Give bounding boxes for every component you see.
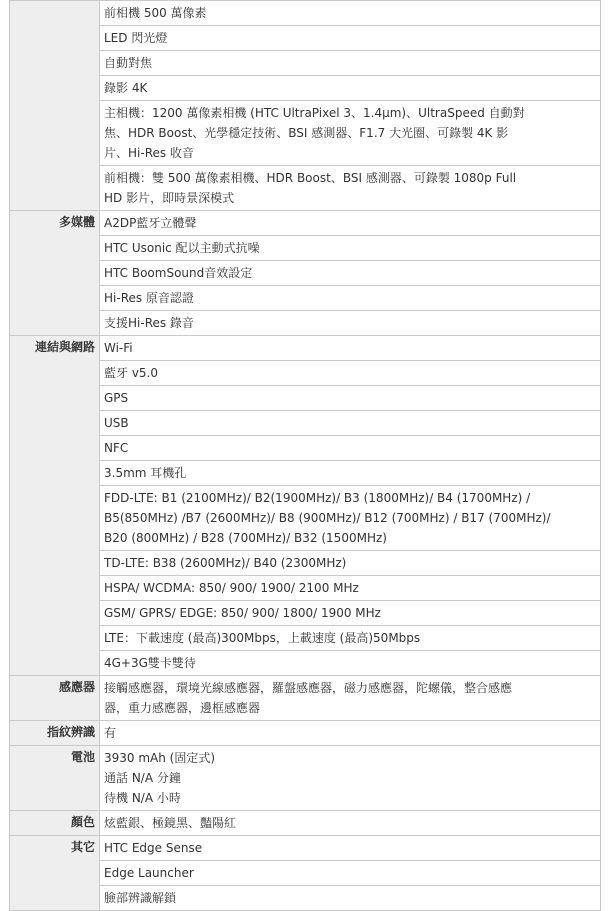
spec-value-row (100, 721, 600, 745)
battery-values (100, 746, 601, 811)
spec-value-row (100, 26, 600, 51)
spec-value-row (100, 51, 600, 76)
spec-value-line: 錄影 4K (104, 81, 148, 95)
spec-value-row (100, 436, 600, 461)
battery-section (10, 746, 601, 811)
fingerprint-section (10, 721, 601, 746)
spec-value-line: HTC Usonic 配以主動式抗噪 (104, 241, 260, 255)
fingerprint-values (100, 721, 601, 746)
spec-value-line: Wi-Fi (104, 341, 133, 355)
sensors-values (100, 676, 601, 721)
spec-value-row (100, 886, 600, 910)
connectivity-section (10, 336, 601, 676)
spec-value-row (100, 746, 600, 810)
sensors-key-cell (10, 676, 100, 721)
multimedia-section (10, 211, 601, 336)
spec-value-line: 前相機 500 萬像素 (104, 6, 207, 20)
spec-value-row (100, 486, 600, 551)
spec-value-row (100, 601, 600, 626)
spec-value-line: LED 閃光燈 (104, 31, 168, 45)
spec-value-row (100, 261, 600, 286)
spec-value-line: HTC BoomSound音效設定 (104, 266, 253, 280)
spec-value-line: GSM/ GPRS/ EDGE: 850/ 900/ 1800/ 1900 MHz (104, 606, 381, 620)
colors-key-cell (10, 811, 100, 836)
spec-value-line: 待機 N/A 小時 (104, 791, 181, 805)
sensors-section (10, 676, 601, 721)
spec-value-line: 接觸感應器，環境光線感應器，羅盤感應器，磁力感應器，陀螺儀，整合感應 (104, 681, 513, 695)
spec-value-line: A2DP藍牙立體聲 (104, 216, 197, 230)
spec-value-line: 3.5mm 耳機孔 (104, 466, 187, 480)
spec-value-row (100, 861, 600, 886)
spec-value-line: 器，重力感應器，邊框感應器 (104, 701, 261, 715)
spec-value-row (100, 651, 600, 675)
spec-value-row (100, 676, 600, 720)
spec-value-row (100, 411, 600, 436)
spec-value-line: HSPA/ WCDMA: 850/ 900/ 1900/ 2100 MHz (104, 581, 359, 595)
spec-value-line: 有 (104, 726, 117, 740)
spec-value-row (100, 461, 600, 486)
spec-table (9, 0, 601, 911)
spec-value-line: 焦、HDR Boost、光學穩定技術、BSI 感測器、F1.7 大光圈、可錄製 4K 影 (104, 126, 509, 140)
spec-value-line: 藍牙 v5.0 (104, 366, 159, 380)
connectivity-key-cell (10, 336, 100, 676)
spec-value-row (100, 386, 600, 411)
spec-value-row (100, 576, 600, 601)
spec-value-line: HD 影片，即時景深模式 (104, 191, 235, 205)
spec-value-line: B20 (800MHz) / B28 (700MHz)/ B32 (1500MHz) (104, 531, 387, 545)
spec-value-row (100, 551, 600, 576)
fingerprint-label: 指紋辨識 (46, 725, 95, 739)
other-key-cell (10, 836, 100, 911)
spec-value-line: TD-LTE: B38 (2600MHz)/ B40 (2300MHz) (104, 556, 347, 570)
colors-section (10, 811, 601, 836)
spec-value-row (100, 166, 600, 210)
spec-value-line: 4G+3G雙卡雙待 (104, 656, 196, 670)
multimedia-key-cell (10, 211, 100, 336)
spec-value-row (100, 101, 600, 166)
spec-value-row (100, 286, 600, 311)
spec-value-row (100, 311, 600, 335)
camera-section (10, 1, 601, 211)
battery-label: 電池 (70, 750, 95, 764)
spec-value-line: USB (104, 416, 129, 430)
spec-value-line: 通話 N/A 分鐘 (104, 771, 181, 785)
connectivity-label: 連結與網路 (34, 340, 95, 354)
spec-value-row (100, 336, 600, 361)
battery-key-cell (10, 746, 100, 811)
spec-value-line: Edge Launcher (104, 866, 194, 880)
other-section (10, 836, 601, 911)
spec-value-row (100, 1, 600, 26)
fingerprint-key-cell (10, 721, 100, 746)
spec-value-line: 炫藍銀、極鏡黑、豔陽紅 (104, 816, 237, 830)
other-values (100, 836, 601, 911)
colors-label: 顏色 (70, 815, 95, 829)
spec-value-line: 3930 mAh (固定式) (104, 751, 216, 765)
spec-value-line: LTE：下載速度 (最高)300Mbps，上載速度 (最高)50Mbps (104, 631, 421, 645)
multimedia-values (100, 211, 601, 336)
multimedia-label: 多媒體 (58, 215, 95, 229)
spec-value-row (100, 626, 600, 651)
spec-value-line: HTC Edge Sense (104, 841, 203, 855)
spec-value-line: B5(850MHz) /B7 (2600MHz)/ B8 (900MHz)/ B12 (700MHz) / B17 (700MHz)/ (104, 511, 551, 525)
camera-values (100, 1, 601, 211)
camera-key-cell (10, 1, 100, 211)
colors-values (100, 811, 601, 836)
spec-value-line: GPS (104, 391, 129, 405)
sensors-label: 感應器 (58, 680, 95, 694)
spec-value-row (100, 76, 600, 101)
spec-value-line: Hi-Res 原音認證 (104, 291, 194, 305)
spec-value-row (100, 361, 600, 386)
spec-value-line: FDD-LTE: B1 (2100MHz)/ B2(1900MHz)/ B3 (1800MHz)/ B4 (1700MHz) / (104, 491, 531, 505)
spec-value-line: 前相機：雙 500 萬像素相機、HDR Boost、BSI 感測器、可錄製 1080p Full (104, 171, 517, 185)
spec-value-row (100, 211, 600, 236)
spec-value-line: NFC (104, 441, 129, 455)
spec-value-line: 自動對焦 (104, 56, 153, 70)
spec-value-row (100, 236, 600, 261)
spec-value-line: 主相機：1200 萬像素相機 (HTC UltraPixel 3、1.4μm)、UltraSpeed 自動對 (104, 106, 525, 120)
spec-value-row (100, 811, 600, 835)
spec-value-row (100, 836, 600, 861)
other-label: 其它 (70, 840, 95, 854)
connectivity-values (100, 336, 601, 676)
spec-value-line: 片、Hi-Res 收音 (104, 146, 194, 160)
spec-value-line: 臉部辨識解鎖 (104, 891, 177, 905)
spec-value-line: 支援Hi-Res 錄音 (104, 316, 194, 330)
